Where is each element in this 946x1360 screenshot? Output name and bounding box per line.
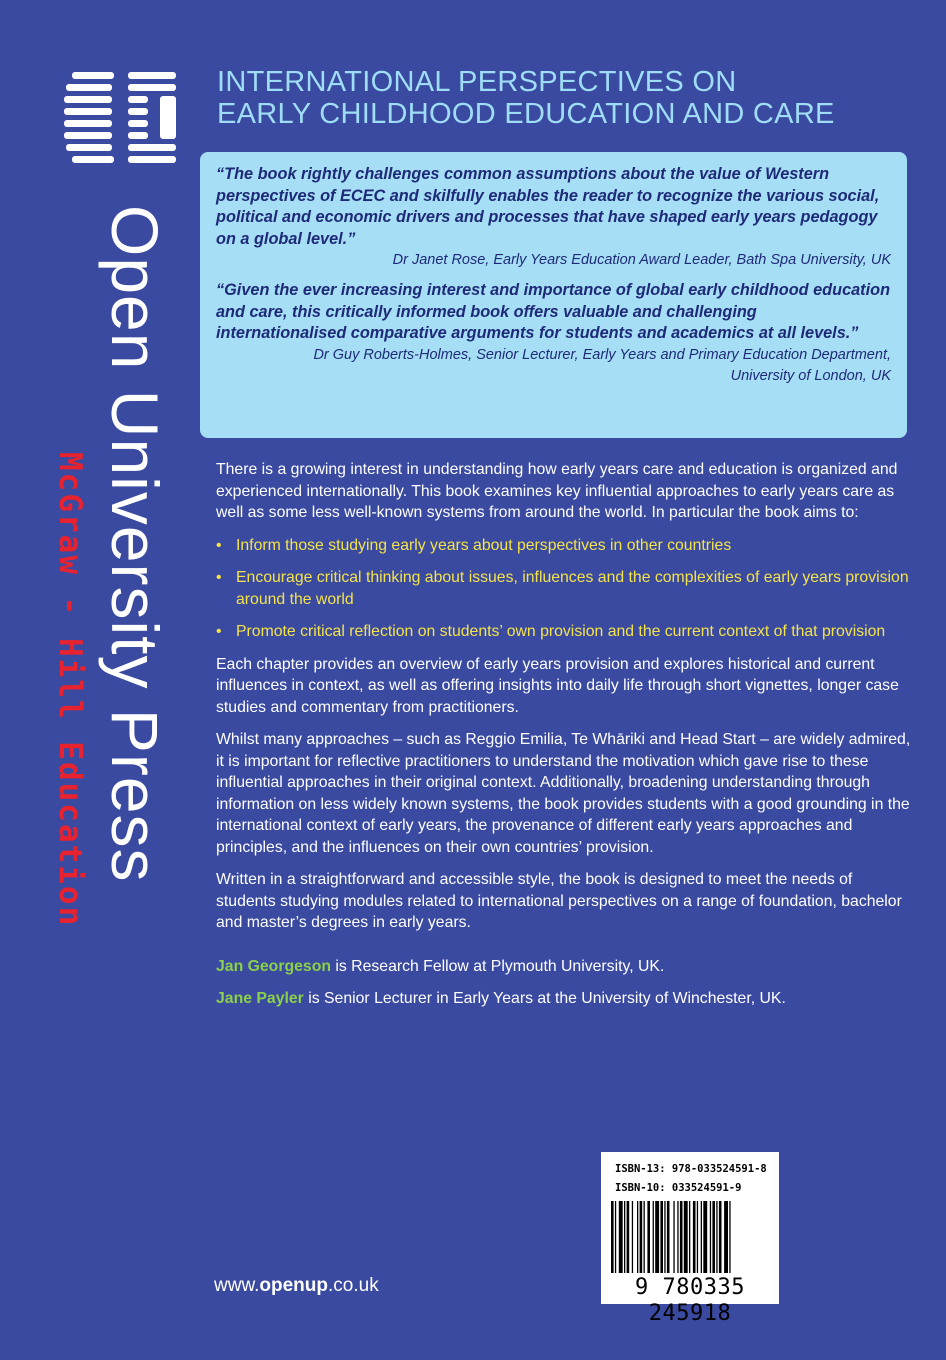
author-name: Jan Georgeson — [216, 957, 331, 975]
barcode-bar — [647, 1201, 650, 1273]
isbn-barcode — [601, 1152, 779, 1326]
open-university-press-logo-icon — [62, 68, 180, 168]
barcode-bar — [632, 1201, 633, 1273]
website-suffix: .co.uk — [328, 1275, 379, 1296]
barcode-bar — [624, 1201, 625, 1273]
barcode-bar — [710, 1201, 711, 1273]
book-title — [217, 66, 917, 130]
review-quote: “Given the ever increasing interest and importance of global early childhood education and care, this critically informed book offers valuable and challenging internationalised comparative arguments for students and academics at all levels.” — [216, 281, 891, 342]
book-description — [216, 459, 916, 1021]
barcode-bar — [712, 1201, 715, 1273]
barcode-bar — [703, 1201, 707, 1273]
author-bio — [216, 956, 916, 978]
review-attribution: Dr Janet Rose, Early Years Education Award Leader, Bath Spa University, UK — [392, 252, 891, 268]
barcode-bar — [637, 1201, 638, 1273]
intro-paragraph: There is a growing interest in understanding how early years care and education is organized and experienced internationally. This book examines key influential approaches to early years care as well as some less well-known systems from around the world. In particular the book aims to: — [216, 461, 898, 521]
aims-list — [216, 535, 916, 643]
barcode-bar — [729, 1201, 730, 1273]
isbn-10: ISBN-10: 033524591-9 — [615, 1182, 742, 1194]
website-domain: openup — [259, 1275, 329, 1296]
barcode-bar — [724, 1201, 728, 1273]
aims-list-item: • Promote critical reflection on students’ own provision and the current context of that provision — [216, 621, 916, 643]
aims-list-item: • Inform those studying early years about perspectives in other countries — [216, 535, 916, 557]
barcode-bar — [644, 1201, 645, 1273]
book-title-line-2: EARLY CHILDHOOD EDUCATION AND CARE — [217, 98, 835, 130]
spine-branding — [0, 0, 200, 1360]
approaches-paragraph: Whilst many approaches – such as Reggio Emilia, Te Whāriki and Head Start – are widely admired, it is important for reflective practitioners to understand the motivation which gave rise to these influential approaches in their original context. Additionally, broadening understanding through information on less widely known systems, the book provides students with a good grounding in the international context of early years, the provenance of different early years approaches and principles, and the influences on their own countries’ provision. — [216, 731, 911, 856]
barcode-bar — [664, 1201, 665, 1273]
barcode-bar — [697, 1201, 698, 1273]
author-bio-text: is Research Fellow at Plymouth University, UK. — [331, 957, 665, 975]
author-bio-text: is Senior Lecturer in Early Years at the University of Winchester, UK. — [303, 990, 786, 1007]
barcode-bar — [615, 1201, 616, 1273]
barcode-bar — [627, 1201, 630, 1273]
barcode-bar — [680, 1201, 683, 1273]
review-attribution: Dr Guy Roberts-Holmes, Senior Lecturer, Early Years and Primary Education Department, — [313, 346, 891, 363]
barcode-bar — [660, 1201, 663, 1273]
website-prefix: www. — [214, 1275, 260, 1296]
barcode-bar — [716, 1201, 717, 1273]
barcode-bar — [667, 1201, 670, 1273]
author-bio — [216, 988, 916, 1010]
barcode-bar — [673, 1201, 674, 1273]
reviews-box — [200, 152, 907, 438]
barcode-bar — [611, 1201, 614, 1273]
publisher-name: Open University Press — [98, 205, 172, 883]
website-url — [214, 1275, 379, 1297]
barcode-bar — [701, 1201, 702, 1273]
barcode-bar — [640, 1201, 643, 1273]
imprint-name: McGraw - Hill Education — [52, 452, 88, 928]
barcode-bar — [693, 1201, 696, 1273]
chapter-overview-paragraph: Each chapter provides an overview of early years provision and explores historical and current influences in context, as well as offering insights into daily life through short vignettes, longer case studies and commentary from practitioners. — [216, 655, 899, 716]
aims-list-item: • Encourage critical thinking about issues, influences and the complexities of early years provision around the world — [216, 567, 916, 610]
ean-number: 9 780335 245918 — [635, 1275, 745, 1326]
barcode-bar — [719, 1201, 722, 1273]
barcode-bar — [655, 1201, 659, 1273]
barcode-bar — [689, 1201, 690, 1273]
isbn-13: ISBN-13: 978-033524591-8 — [615, 1163, 767, 1175]
book-title-line-1: INTERNATIONAL PERSPECTIVES ON — [217, 66, 737, 98]
style-paragraph: Written in a straightforward and accessible style, the book is designed to meet the needs of students studying modules related to international perspectives on a range of foundation, bachelor and master’s degrees in early years. — [216, 871, 902, 931]
barcode-bar — [653, 1201, 654, 1273]
author-name: Jane Payler — [216, 990, 304, 1007]
review-attribution-affiliation: University of London, UK — [730, 367, 891, 384]
barcode-bar — [619, 1201, 623, 1273]
review-quote: “The book rightly challenges common assumptions about the value of Western perspectives of ECEC and skilfully enables the reader to recognize the various social, political and economic drivers and processes that have shaped early years pedagogy on a global level.” — [216, 165, 880, 248]
barcode-bars — [611, 1201, 771, 1273]
barcode-bar — [684, 1201, 688, 1273]
barcode-bar — [677, 1201, 678, 1273]
